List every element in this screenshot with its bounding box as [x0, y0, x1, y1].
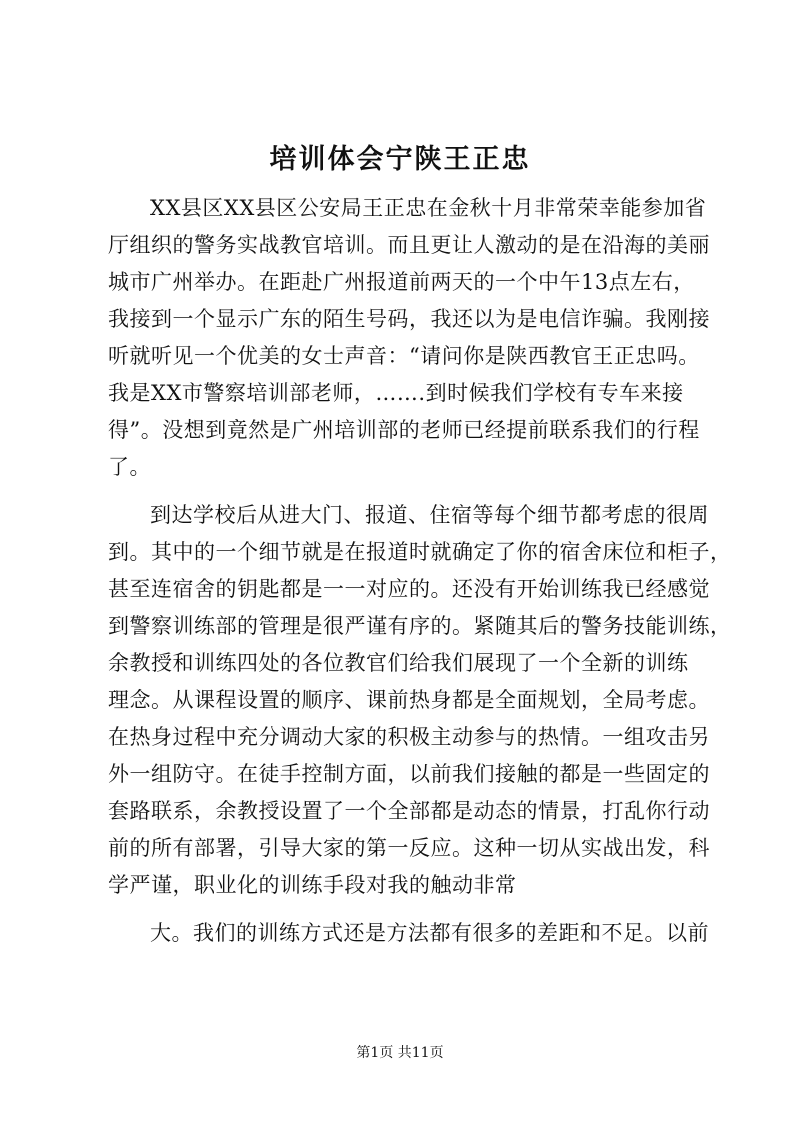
page-number: 第1页 共11页	[356, 1045, 444, 1061]
paragraph-line: 甚至连宿舍的钥匙都是一一对应的。还没有开始训练我已经感觉	[108, 577, 710, 601]
paragraph-line: 了。	[108, 455, 151, 479]
paragraph-line: 到警察训练部的管理是很严谨有序的。紧随其后的警务技能训练，	[108, 614, 732, 638]
paragraph-line: 我是XX市警察培训部老师，…….到时候我们学校有专车来接	[108, 381, 684, 405]
paragraph-line: 学严谨，职业化的训练手段对我的触动非常	[108, 873, 517, 897]
paragraph-line: 套路联系，余教授设置了一个全部都是动态的情景，打乱你行动	[108, 799, 710, 823]
paragraph-line: XX县区XX县区公安局王正忠在金秋十月非常荣幸能参加省	[150, 196, 707, 220]
paragraph-line: 厅组织的警务实战教官培训。而且更让人激动的是在沿海的美丽	[108, 233, 710, 257]
document-title: 培训体会宁陕王正忠	[269, 144, 531, 175]
paragraph-line: 理念。从课程设置的顺序、课前热身都是全面规划，全局考虑。	[108, 688, 710, 712]
paragraph-line: 余教授和训练四处的各位教官们给我们展现了一个全新的训练	[108, 651, 689, 675]
paragraph-line: 外一组防守。在徒手控制方面，以前我们接触的都是一些固定的	[108, 762, 710, 786]
paragraph-line: 城市广州举办。在距赴广州报道前两天的一个中午13点左右，	[108, 270, 695, 294]
paragraph-line: 听就听见一个优美的女士声音：“请问你是陕西教官王正忠吗。	[108, 344, 700, 368]
paragraph-line: 在热身过程中充分调动大家的积极主动参与的热情。一组攻击另	[108, 725, 710, 749]
paragraph-line: 得”。没想到竟然是广州培训部的老师已经提前联系我们的行程	[108, 418, 700, 442]
paragraph-line: 我接到一个显示广东的陌生号码，我还以为是电信诈骗。我刚接	[108, 307, 710, 331]
paragraph-line: 前的所有部署，引导大家的第一反应。这种一切从实战出发，科	[108, 836, 710, 860]
paragraph-line: 到。其中的一个细节就是在报道时就确定了你的宿舍床位和柜子，	[108, 540, 732, 564]
paragraph-line: 大。我们的训练方式还是方法都有很多的差距和不足。以前	[150, 921, 709, 945]
paragraph-line: 到达学校后从进大门、报道、住宿等每个细节都考虑的很周	[150, 503, 709, 527]
